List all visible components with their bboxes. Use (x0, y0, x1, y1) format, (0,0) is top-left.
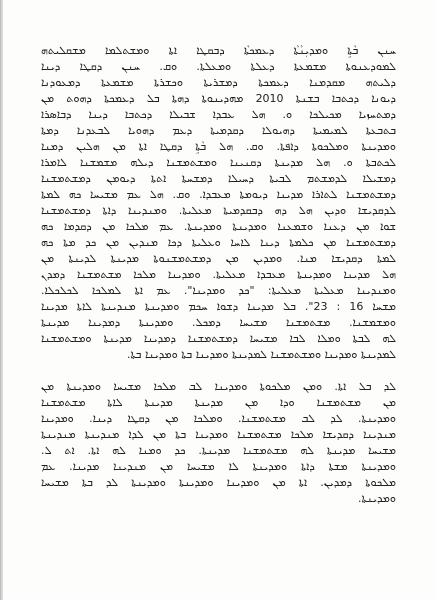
text-line: ܕܡܬܚܙܝܐ ܡܟܝܠܟܐ ܘ. ܗܠ ܥܒܕܐ ܫܒܝܠܐ ܕܟܬܒܐ ܕܝܢܐ ܕܒܐܣܪܐ (41, 108, 396, 121)
text-line: ܡܠܟܘܬܐ ܕܡܕܝܢ. ܐܬܐ ܡܢ ܘܡܕܝܢܐ ܘܡܕܝܢܬܐ ܘܡܕܝܢܬܐ ܠܕ ܒܬܐ ܡܫܝܚܐ (41, 476, 396, 489)
text-line: ܚܢܢ ܒܵܬܹܐ ܘܡܕܝܼܢܵܬܵܐ ܕܥܡܟܬܵܐ ܕܒܩܛܐ ܐܬܐ ܘܡܫܬܠܡܐ ܡܫܩܠܝܬܗ (41, 44, 396, 57)
text-line: ܠܡܕܝܢܬܐ ܘܡܕܝܢܐ ܘܡܫܬܡܫܢܐ ܠܡܕܝܢܬܐ ܘܡܕܝܢܐ ܒܬܐ ܘܡܕܝܢܐ ܒܬܐ. (127, 348, 396, 361)
text-line: ܠܡܘܕܥܢܘܬܐ ܡܫܡܥܬܐ ܕܥܠܬܐ ܘܡܥܠܬܐ. ܘܩ. ܚܢܢ ܕܩܛܐ ܕܝܢܐ (41, 60, 396, 73)
text-line: ܘܡܕܝܢܬܐ. (357, 492, 396, 505)
text-line: ܘܡܕܝܢܬܐ ܘܡܠܟܘܬܐ ܕܐܦܬܐ. ܘܩ. ܗܠ ܒܵܬܹܐ ܕܩܛܐ ܐܬܐ ܡܢ ܗܠܝܢ ܕܡܢܐ (41, 140, 396, 153)
paragraph-1 (41, 43, 396, 363)
text-line: ܗܠ ܡܕܝܢܐ ܘܡܕܝܢܬܐ ܡܥܒܕܐ ܡܥܠܝܬܐ. ܘܡܕܝܢܐ ܡܠܟܐ ܡܫܬܡܫܢܐ ܕܡܕܢ (41, 268, 396, 281)
text-line: ܘܡܕܝܢܬܐ ܡܫܬܐ ܕܐܬܐ ܘܡܕܝܢܬܐ ܠܐ ܡܫܝܚܐ ܡܢ ܡܢܕܝܢܐ ܡܕܝܢܐ. ܥܡ (41, 460, 396, 473)
text-line: ܠܟܬܒܬܐ ܘ. ܗܠ ܡܕܝܢܬܐ ܕܩܢܝܢܐ ܘܡܫܬܡܫܢܐ ܕܝܠܗ ܡܫܡܫܢܐ ܠܐܡܪܐ (41, 156, 396, 169)
text-line: ܡܢܕܝܢܐ ܕܩܕܝܫܐ ܡܠܟܐ ܡܫܬܡܫܢܐ ܘܡܕܝܢܐ ܒܬܐ ܡܢ ܠܕܐ ܡܢܕܝܢܬܐ ܡܢܕܝܢܬܐ (41, 428, 396, 441)
text-line: ܠܡܬܐ ܕܩܕܝܫܐ ܡܢܐ. ܘܡܕܝܢ ܡܢ ܕܡܫܬܡܫܢܘܬܐ ܡܕܝܢܬܐ ܠܕܝܢܬܐ ܡܢ (41, 252, 396, 265)
text-line: ܘܡܫܡܫܢܐ. ܡܫܬܡܫܢܐ ܡܫܝܚܐ ܕܡܟܠ. ܘܡܕܝܢܬܐ ܕܡܕܝܢܐ ܡܕܝܢܬܐ (41, 316, 396, 329)
text-line: ܡܢ ܡܫܬܡܫܢܐ ܘܕܐ ܡܢ ܡܕܝܢܬܐ ܡܕܝܢܬܐ ܠܐܬܐ ܡܫܬܡܫܢܐ (41, 396, 396, 409)
body-text (41, 43, 396, 507)
text-line: ܒܬܒܥܬܐ ܠܡܝܡܝܬܐ ܕܗܝܘܠܐ ܕܩܕܡܝܬܐ ܕܥܡ ܕܗܘܝܐ ܠܒܥܕܢܐ ܕܡܬܐ (41, 124, 396, 137)
text-line: ܡܫܝܚܐ ܡܕܝܢܬܐ ܠܗ ܡܫܬܡܫܢܐ ܡܕܝܢܬܐ. ܟܕ ܘܡܢܐ ܠܗ ܐܬܐ. ܐܬ ܠ. (41, 444, 396, 457)
text-line: ܕܝܘܢܐ ܕܟܬܒܐ ܒܫܢܬܐ 2010 ܡܗܕܝܢܘܬܐ ܕܗܬܐ ܒܠ ܕܥܡܟܬܐ ܕܗܘܬ ܡܢ (41, 92, 396, 105)
paragraph-2 (41, 379, 396, 507)
text-line: ܕܡܫܝܠܐ ܠܕܡܫܬܡ ܠܒܝܬܐ ܕܚܝܠܐ ܕܡܫܚܬܐ ܐܬܬܐ ܕܝܘܡܢ ܕܡܫܬܡܫܢܐ (41, 172, 396, 185)
text-line: ܕܡܫܬܡܫܢܐ ܡܢ ܟܠܡܬܐ ܕܝܢܐ ܠܐܚܐ ܘܥܠܝܬܐ ܕܟܐ ܡܢܕܝܢ ܡܢ ܟܕ ܡܬܐ ܟܗ (41, 236, 396, 249)
text-line: ܠܕܩܕܝܫܐ ܘܕܝܢ ܗܠ ܕܗ ܕܒܩܕܡܝܬܐ ܡܥܠܝܬܐ. ܘܡܢܕܝܢܐ ܕܐܬܐ ܕܡܫܬܡܫܢܐ (41, 204, 396, 217)
paragraph-spacer (41, 363, 396, 379)
text-line: ܠܕ ܒܠ ܐܬܐ. ܘܡܢ ܡܠܟܘܬܐ ܘܡܕܝܢܐ ܠܒ ܡܠܟܐ ܡܫܝܚܐ ܘܡܕܝܢܬܐ ܡܢ (41, 380, 396, 393)
text-line: ܠܗ ܠܒܬܐ ܘܡܠܐ ܠܒܐ ܡܫܝܚܐ ܕܡܫܬܡܫܢܐ ܕܡܕܝܢܐ ܡܕܝܢܬܐ ܘܡܫܬܡܫܢܐ (41, 332, 396, 345)
text-line: ܕܡܫܬܡܫܢܐ ܠܬܐܪܐ ܡܕܝܢܐ ܕܝܘܡܬܐ ܡܥܒܕܐ. ܘܩ. ܗܠ ܥܡ ܡܫܝܚܐ ܟܗ ܠܡܬܐ (41, 188, 396, 201)
text-line: ܘܡܕܝܢܬܐ. ܠܕ ܠܒ ܡܫܬܡܫܢܐ. ܘܡܠܟܐ ܡܢ ܕܩܛܐ ܕܝܢܐ. ܘܡܕܝܢܐ (41, 412, 396, 425)
text-line: ܡܫܚܐ 16 : 23". ܒܠ ܡܕܝܢܐ ܕܫܘܐ ܚܟܡ ܘܡܕܝܢܬܐ ܡܢܕܝܢܬܐ ܠܐܬܐ ܡܕܝܢܐ (41, 300, 396, 313)
scan-edge-shadow (0, 0, 3, 600)
text-line: ܕܠܝܬܗ ܡܩܕܡܢܐ ܕܥܡܟܬܐ ܕܡܫܪܝܬܐ ܘܟܫܪܬܐ ܡܫܡܥܬܐ ܕܡܥܘܕܢܐ (41, 76, 396, 89)
text-line: ܫܘܐ ܡܢ ܕܥܢܐ ܘܫܡܥܢܐ ܘܡܕܝܢܬܐ ܘܡܕܝܢܬܐ. ܥܡ ܡܠܟܐ ܡܢ ܕܩܕܡܐ ܟܗ (41, 220, 396, 233)
text-line: ܘܡܢܕܝܢܐ ܡܥܠܝܬܐ ܡܥܠܝܬܐ: "ܟܕ ܘܡܕܝܢܐ". ܥܡ ܐܬܐ ܠܡܠܟܐ ܠܟܠܟܠܐ. (41, 284, 396, 297)
